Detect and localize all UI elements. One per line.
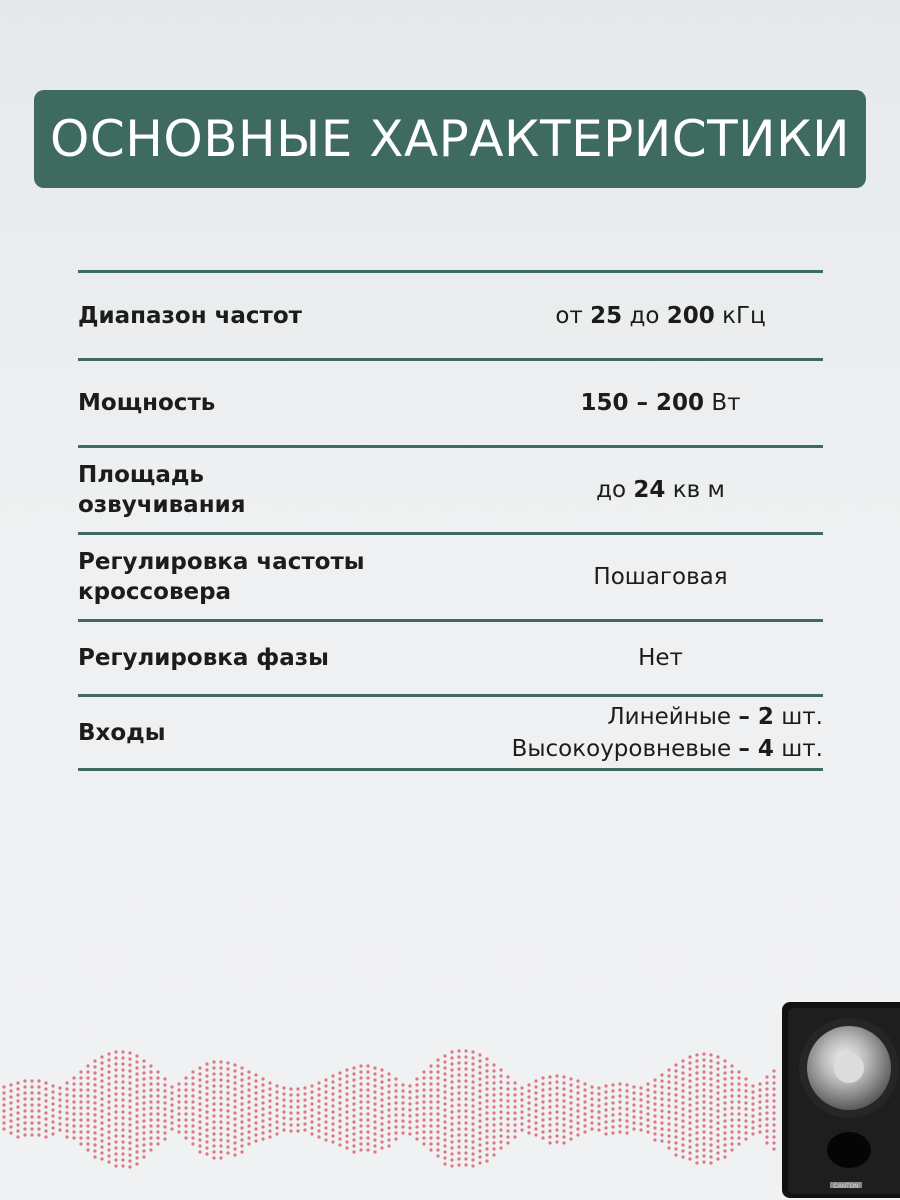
spec-row-phase (78, 622, 823, 694)
sound-wave-graphic (0, 1030, 780, 1180)
inputs-line-linear: Линейные – 2 шт. (607, 703, 823, 730)
inputs-line-high-level: Высокоуровневые – 4 шт. (511, 735, 823, 762)
spec-value (478, 701, 823, 765)
spec-label: Площадь озвучивания (78, 462, 246, 518)
spec-row-inputs (78, 697, 823, 768)
title-banner (34, 90, 866, 188)
spec-row-area (78, 448, 823, 532)
spec-row-frequency (78, 273, 823, 358)
spec-label: Входы (78, 719, 166, 746)
spec-table (78, 270, 823, 771)
spec-value: Пошаговая (593, 564, 728, 590)
subwoofer-image (780, 1000, 900, 1200)
spec-value: 150 – 200 Вт (580, 390, 741, 416)
page-title: ОСНОВНЫЕ ХАРАКТЕРИСТИКИ (50, 110, 850, 168)
spec-label: Диапазон частот (78, 302, 303, 329)
spec-value: от 25 до 200 кГц (555, 302, 766, 329)
spec-label: Мощность (78, 390, 216, 416)
spec-label: Регулировка фазы (78, 645, 329, 671)
spec-label: Регулировка частоты кроссовера (78, 549, 365, 605)
divider (78, 768, 823, 771)
spec-row-power (78, 361, 823, 445)
speaker-brand: CANTON (833, 1184, 859, 1190)
spec-row-crossover (78, 535, 823, 619)
spec-value: Нет (638, 645, 683, 671)
spec-value: до 24 кв м (596, 477, 725, 503)
